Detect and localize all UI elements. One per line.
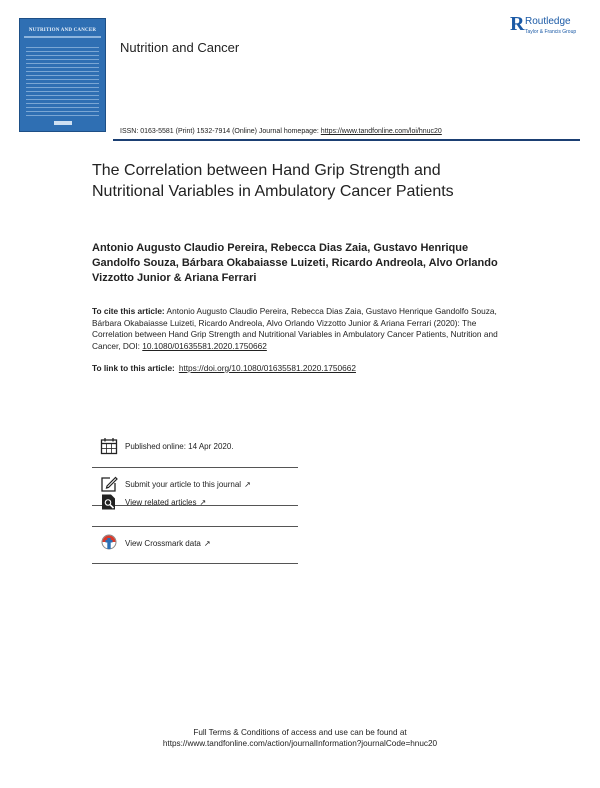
calendar-icon [100, 437, 118, 455]
cover-text-lines [26, 47, 99, 119]
journal-cover [19, 18, 106, 132]
article-title: The Correlation between Hand Grip Strength and Nutritional Variables in Ambulatory Cancer Patients [92, 162, 454, 200]
published-online-row [100, 436, 234, 456]
divider [92, 563, 298, 564]
journal-homepage-link[interactable]: https://www.tandfonline.com/loi/hnuc20 [320, 128, 442, 135]
divider [92, 467, 298, 468]
footer [0, 727, 600, 749]
submit-article-row[interactable] [100, 474, 251, 494]
doi-link[interactable]: 10.1080/01635581.2020.1750662 [142, 340, 267, 351]
routledge-r-icon: R [510, 13, 525, 35]
search-document-icon [100, 493, 118, 511]
cover-publisher-logo [54, 121, 72, 125]
edit-pencil-icon [100, 475, 118, 493]
link-line [92, 363, 502, 373]
cite-label: To cite this article: [92, 306, 165, 316]
related-articles-link[interactable]: View related articles [125, 497, 197, 507]
external-link-icon: ↗ [203, 538, 211, 548]
publisher-logo [510, 14, 590, 40]
external-link-icon: ↗ [199, 497, 207, 507]
crossmark-row[interactable] [100, 533, 211, 553]
journal-title: Nutrition and Cancer [120, 40, 240, 55]
article-authors: Antonio Augusto Claudio Pereira, Rebecca Dias Zaia, Gustavo Henrique Gandolfo Souza, Bárbara Okabaiasse Luizeti, Ricardo Andreola, Alvo Orlando Vizzotto Junior & Ariana Ferrari [92, 242, 498, 284]
external-link-icon: ↗ [244, 479, 251, 489]
submit-article-link[interactable]: Submit your article to this journal [125, 479, 242, 489]
crossmark-icon [100, 534, 118, 552]
cover-title: NUTRITION AND CANCER [28, 28, 97, 33]
citation-block [92, 306, 502, 352]
link-label: To link to this article: [92, 363, 175, 373]
issn-text: ISSN: 0163-5581 (Print) 1532-7914 (Online) Journal homepage: [120, 128, 321, 135]
header-rule [113, 139, 580, 141]
footer-terms-url[interactable]: https://www.tandfonline.com/action/journalInformation?journalCode=hnuc20 [162, 739, 438, 748]
divider [92, 526, 298, 527]
related-articles-row[interactable] [100, 492, 206, 512]
cover-subtitle-bar [24, 36, 101, 38]
crossmark-link[interactable]: View Crossmark data [125, 538, 201, 548]
article-doi-url[interactable]: https://doi.org/10.1080/01635581.2020.1750662 [178, 363, 356, 373]
footer-terms: Full Terms & Conditions of access and use can be found at [193, 728, 407, 737]
publisher-tagline: Taylor & Francis Group [525, 29, 577, 35]
cite-text: Antonio Augusto Claudio Pereira, Rebecca Dias Zaia, Gustavo Henrique Gandolfo Souza, Bárbara Okabaiasse Luizeti, Ricardo Andreola, Alvo Orlando Vizzotto Junior & Ariana Ferrari (2020): The Correlation between Hand Grip Strength and Nutritional Variables in Ambulatory Cancer Patients, Nutrition and Cancer, DOI: [92, 306, 498, 351]
publisher-name: Routledge [525, 16, 571, 27]
published-date: Published online: 14 Apr 2020. [125, 441, 234, 451]
issn-line [120, 128, 442, 135]
